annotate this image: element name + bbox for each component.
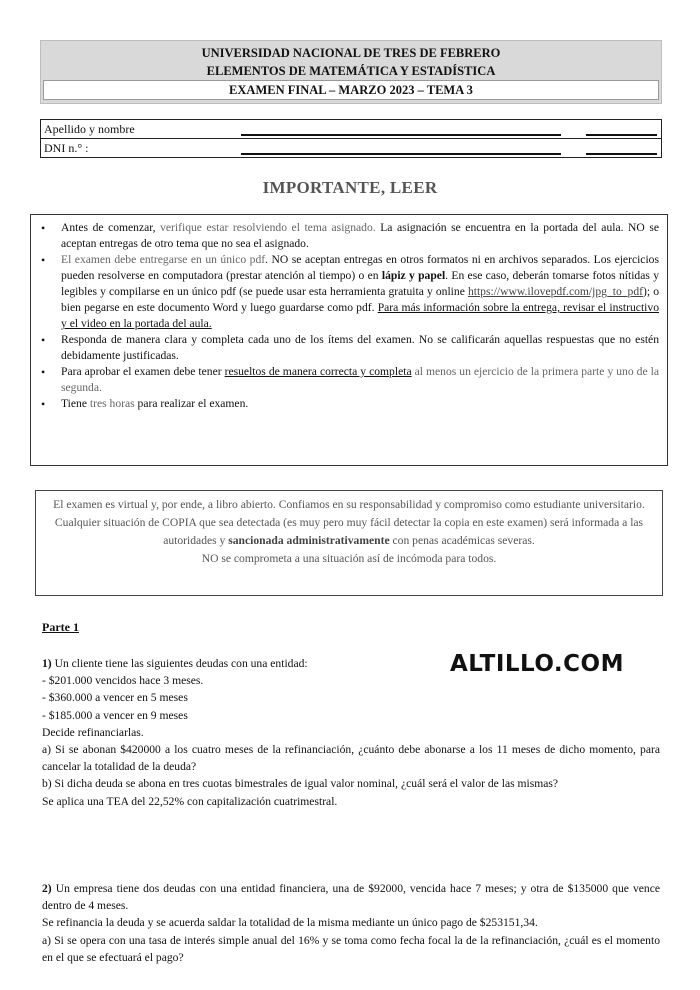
- dni-label: DNI n.° :: [44, 141, 89, 155]
- instruction-item: [39, 252, 659, 332]
- name-label: Apellido y nombre: [44, 122, 135, 136]
- instruction-text: lápiz y papel: [381, 269, 446, 282]
- dni-fill-line-end: [586, 153, 657, 155]
- instruction-text: El examen debe entregarse en un único pdf: [61, 253, 266, 266]
- name-row[interactable]: [41, 120, 661, 138]
- exam-header: [40, 40, 662, 104]
- name-fill-line-end: [586, 134, 657, 136]
- instruction-item: [39, 220, 659, 252]
- student-id-table: [40, 119, 662, 158]
- altillo-watermark: ALTILLO.COM: [450, 651, 624, 677]
- bullet-icon: •: [41, 365, 46, 379]
- instruction-text: tres horas: [89, 397, 135, 410]
- instruction-text: para realizar el examen.: [134, 397, 249, 410]
- bullet-icon: •: [41, 333, 46, 347]
- instruction-text: al menos un ejercicio de la primera parte y uno de la segunda.: [61, 365, 659, 394]
- exercise-2-refinance: Se refinancia la deuda y se acuerda saldar la totalidad de la misma mediante un único pago de $253151,34.: [42, 916, 538, 930]
- instruction-text: Para aprobar el examen debe tener: [61, 365, 225, 378]
- instructions-list: [39, 220, 659, 412]
- bullet-icon: •: [41, 221, 46, 235]
- instructions-box: [30, 214, 668, 466]
- exercise-2: [42, 880, 660, 966]
- instruction-text: verifique estar resolviendo el tema asignado.: [160, 221, 381, 234]
- exercise-1-item-b: b) Si dicha deuda se abona en tres cuotas bimestrales de igual valor nominal, ¿cuál será el valor de las mismas?: [42, 777, 559, 791]
- instruction-text: La asignación se encuentra en la portada del aula. NO se aceptan entregas de otro tema que no sea el asignado.: [61, 221, 659, 250]
- honesty-notice-text: El examen es virtual y, por ende, a libro abierto. Confiamos en su responsabilidad y compromiso como estudiante universitario. Cualquier situación de COPIA que sea detectada (es muy pero muy fácil detectar la copia en este examen) será informada a las autoridades y sancionada administrativamente con penas académicas severas.: [53, 498, 645, 547]
- exercise-2-intro: 2) Un empresa tiene dos deudas con una entidad financiera, una de $92000, vencida hace 7 meses; y otra de $135000 que vence dentro de 4 meses.: [42, 882, 660, 913]
- instruction-text: Para más información sobre la entrega, revisar el instructivo y el video en la portada del aula.: [61, 301, 659, 330]
- instruction-text: resueltos de manera correcta y completa: [224, 365, 412, 378]
- dni-row[interactable]: [41, 138, 661, 157]
- bullet-icon: •: [41, 253, 46, 267]
- exercise-1-decision: Decide refinanciarlas.: [42, 725, 144, 739]
- important-title: IMPORTANTE, LEER: [262, 178, 438, 197]
- course-name: ELEMENTOS DE MATEMÁTICA Y ESTADÍSTICA: [206, 64, 496, 78]
- instruction-item: [39, 364, 659, 396]
- exercise-1-intro: 1) Un cliente tiene las siguientes deudas con una entidad:: [42, 657, 308, 670]
- exercise-1-debt-2: - $360.000 a vencer en 5 meses: [42, 691, 188, 705]
- exercise-1-rate: Se aplica una TEA del 22,52% con capitalización cuatrimestral.: [42, 794, 338, 808]
- instruction-text: ); o bien pegarse en este documento Word y luego guardarse como pdf.: [61, 285, 659, 314]
- bullet-icon: •: [41, 397, 46, 411]
- honesty-notice-closing: NO se comprometa a una situación así de incómoda para todos.: [201, 552, 497, 565]
- instruction-text: . NO se aceptan entregas en otros formatos ni en archivos separados. Los ejercicios pueden resolverse en computadora (prestar atención al tiempo) o en: [61, 253, 659, 282]
- instruction-text: Tiene: [61, 397, 90, 410]
- exercise-1-item-a: a) Si se abonan $420000 a los cuatro meses de la refinanciación, ¿cuánto debe abonarse a los 11 meses de dicho momento, para cancelar la totalidad de la deuda?: [42, 743, 660, 774]
- exercise-1-debt-1: - $201.000 vencidos hace 3 meses.: [42, 674, 204, 688]
- honesty-notice-box: [35, 490, 663, 596]
- instruction-item: [39, 332, 659, 364]
- instruction-text: Antes de comenzar,: [61, 221, 161, 234]
- dni-fill-line: [241, 153, 561, 155]
- exercise-1: [42, 655, 660, 810]
- exam-title: EXAMEN FINAL – MARZO 2023 – TEMA 3: [43, 80, 659, 100]
- part-title: Parte 1: [42, 620, 79, 634]
- exercise-1-debt-3: - $185.000 a vencer en 9 meses: [42, 708, 188, 722]
- university-name: UNIVERSIDAD NACIONAL DE TRES DE FEBRERO: [201, 46, 501, 60]
- instruction-text: Responda de manera clara y completa cada uno de los ítems del examen. No se calificarán aquellas respuestas que no estén debidamente justificadas.: [61, 333, 659, 362]
- name-fill-line: [241, 134, 561, 136]
- exercise-2-item-a: a) Si se opera con una tasa de interés simple anual del 16% y se toma como fecha focal la de la refinanciación, ¿cuál es el momento en el que se efectuará el pago?: [42, 933, 660, 964]
- instruction-text: . En ese caso, deberán tomarse fotos nítidas y legibles y compilarse en un único pdf (se puede usar esta herramienta gratuita y online: [61, 269, 659, 298]
- instruction-item: [39, 396, 659, 412]
- ilovepdf-link[interactable]: https://www.ilovepdf.com/jpg_to_pdf: [467, 285, 644, 298]
